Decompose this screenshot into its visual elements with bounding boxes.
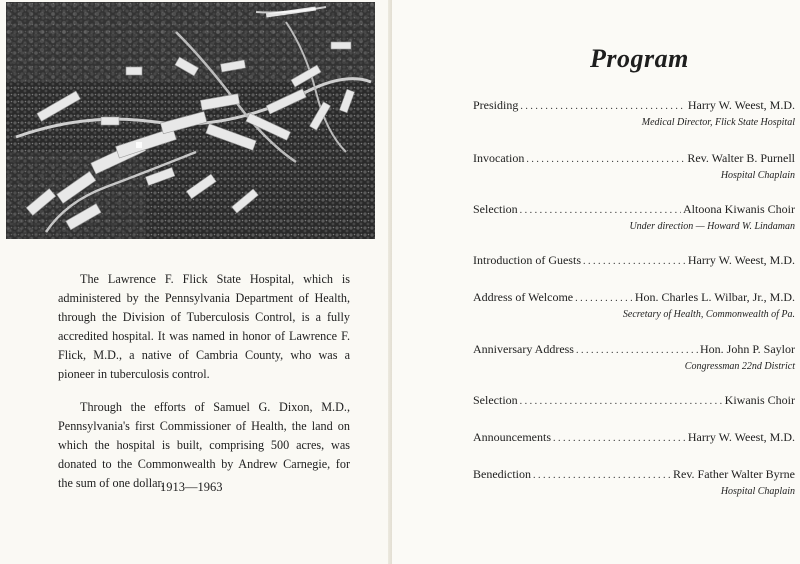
program-item-label: Anniversary Address: [473, 342, 574, 356]
hospital-aerial-photo: [6, 2, 375, 239]
program-item-person: Harry W. Weest, M.D.: [687, 98, 795, 112]
program-item: [473, 253, 795, 269]
program-item-person: Harry W. Weest, M.D.: [687, 253, 795, 267]
program-item-subtitle: Hospital Chaplain: [720, 486, 795, 497]
leader-dots: [520, 202, 681, 218]
program-item-subtitle: Under direction — Howard W. Lindaman: [629, 221, 795, 232]
leader-dots: [520, 393, 723, 409]
program-item-label: Selection: [473, 202, 518, 216]
program-item: [473, 290, 795, 322]
program-item: [473, 151, 795, 183]
program-item-label: Announcements: [473, 430, 551, 444]
leader-dots: [583, 253, 686, 269]
leader-dots: [533, 467, 671, 483]
program-item-person: Rev. Father Walter Byrne: [673, 467, 795, 481]
program-item-person: Rev. Walter B. Purnell: [687, 151, 795, 165]
leader-dots: [520, 98, 686, 114]
leader-dots: [576, 342, 698, 358]
leader-dots: [526, 151, 685, 167]
program-item-label: Benediction: [473, 467, 531, 481]
program-item-person: Hon. John P. Saylor: [699, 342, 795, 356]
program-item: [473, 467, 795, 499]
hospital-history-text: [58, 270, 350, 507]
program-item-label: Invocation: [473, 151, 525, 165]
program-item: [473, 98, 795, 130]
program-item: [473, 342, 795, 374]
program-title: Program: [590, 44, 689, 73]
program-item: [473, 430, 795, 446]
program-item-subtitle: Congressman 22nd District: [684, 361, 795, 372]
leader-dots: [575, 290, 633, 306]
anniversary-years: 1913—1963: [160, 480, 223, 494]
program-item-subtitle: Hospital Chaplain: [720, 170, 795, 181]
program-item-label: Address of Welcome: [473, 290, 574, 304]
program-item-label: Selection: [473, 393, 518, 407]
program-item-person: Kiwanis Choir: [724, 393, 795, 407]
program-item-person: Harry W. Weest, M.D.: [687, 430, 795, 444]
history-paragraph-2: Through the efforts of Samuel G. Dixon, M.D., Pennsylvania's first Commissioner of Health, the land on which the hospital is built, comprising 500 acres, was donated to the Commonwealth by Andrew Carnegie, for the sum of one dollar.: [58, 400, 350, 490]
program-item-person: Altoona Kiwanis Choir: [683, 202, 795, 216]
left-page: [0, 0, 392, 564]
program-item: [473, 393, 795, 409]
leader-dots: [553, 430, 686, 446]
program-item-person: Hon. Charles L. Wilbar, Jr., M.D.: [634, 290, 795, 304]
program-item-subtitle: Secretary of Health, Commonwealth of Pa.: [622, 309, 795, 320]
program-item: [473, 202, 795, 234]
program-item-subtitle: Medical Director, Flick State Hospital: [641, 117, 795, 128]
program-item-label: Introduction of Guests: [473, 253, 581, 267]
history-paragraph-1: The Lawrence F. Flick State Hospital, which is administered by the Pennsylvania Department of Health, through the Division of Tuberculosis Control, is a fully accredited hospital. It was named in honor of Lawrence F. Flick, M.D., a native of Cambria County, who was a pioneer in tuberculosis control.: [58, 272, 350, 381]
program-item-label: Presiding: [473, 98, 519, 112]
